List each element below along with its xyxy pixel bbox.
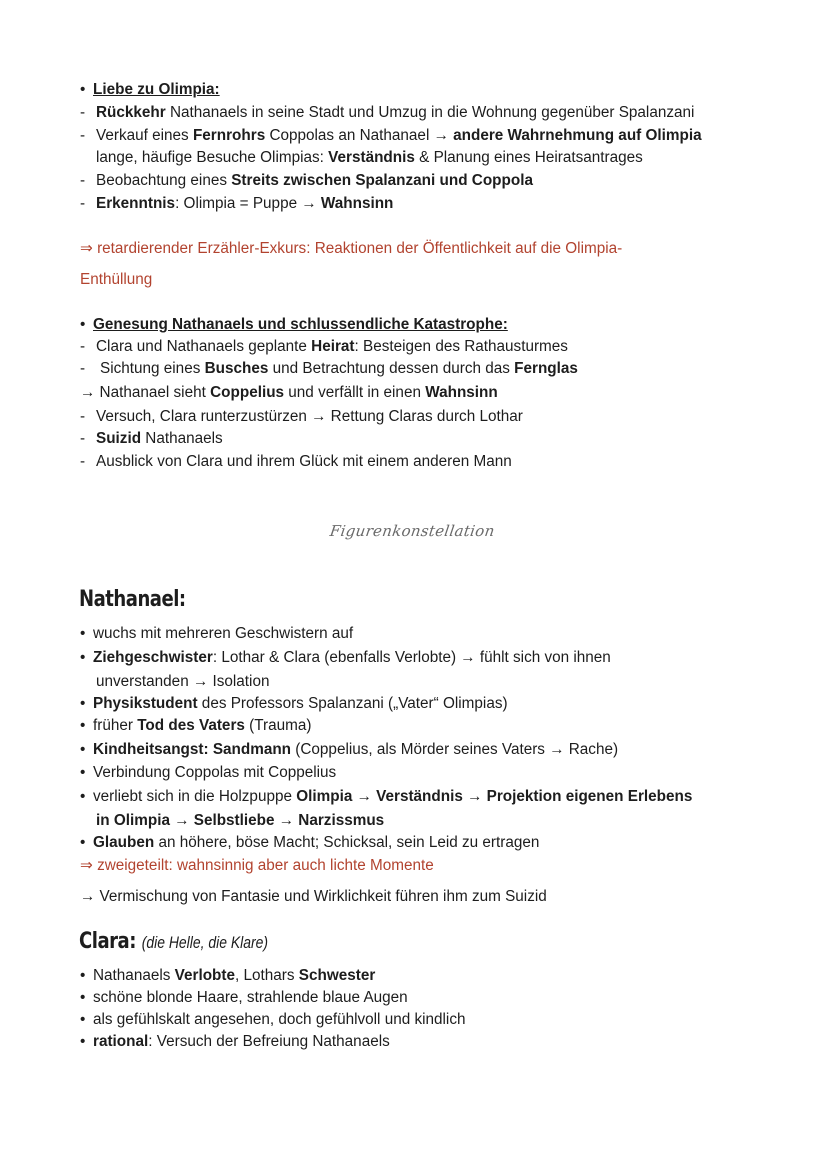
list-item-continuation: in Olimpia → Selbstliebe → Narzissmus xyxy=(96,812,385,829)
list-item: - Rückkehr Nathanaels in seine Stadt und Umzug in die Wohnung gegenüber Spalanzani xyxy=(80,104,695,121)
clara-subtitle: (die Helle, die Klare) xyxy=(141,933,269,952)
character-heading-clara: Clara: (die Helle, die Klare) xyxy=(79,929,269,954)
list-item: - Verkauf eines Fernrohrs Coppolas an Nathanael → andere Wahrnehmung auf Olimpia xyxy=(80,127,702,144)
narrator-note-continuation: Enthüllung xyxy=(80,271,153,288)
list-item: → Nathanael sieht Coppelius und verfällt in einen Wahnsinn xyxy=(80,384,498,401)
list-item: - Beobachtung eines Streits zwischen Spalanzani und Coppola xyxy=(80,172,533,189)
list-item-continuation: unverstanden → Isolation xyxy=(96,673,270,690)
list-item: • Nathanaels Verlobte, Lothars Schwester xyxy=(80,967,376,984)
list-item: • verliebt sich in die Holzpuppe Olimpia → Verständnis → Projektion eigenen Erlebens xyxy=(80,788,693,805)
section-title: Genesung Nathanaels und schlussendliche Katastrophe: xyxy=(93,316,508,333)
list-item: - Sichtung eines Busches und Betrachtung dessen durch das Fernglas xyxy=(80,360,578,377)
character-heading-nathanael: Nathanael: xyxy=(79,587,186,612)
list-item: - Erkenntnis: Olimpia = Puppe → Wahnsinn xyxy=(80,195,394,212)
list-item: - Ausblick von Clara und ihrem Glück mit einem anderen Mann xyxy=(80,453,512,470)
list-item: • Physikstudent des Professors Spalanzani („Vater“ Olimpias) xyxy=(80,695,508,712)
figure-constellation-heading: Figurenkonstellation xyxy=(328,522,496,540)
list-item: - Versuch, Clara runterzustürzen → Rettung Claras durch Lothar xyxy=(80,408,523,425)
list-item: • rational: Versuch der Befreiung Nathanaels xyxy=(80,1033,390,1050)
list-item: • früher Tod des Vaters (Trauma) xyxy=(80,717,312,734)
section-heading-liebe: • Liebe zu Olimpia: xyxy=(80,81,220,98)
red-note: ⇒ zweigeteilt: wahnsinnig aber auch lichte Momente xyxy=(80,857,434,874)
section-title: Liebe zu Olimpia: xyxy=(93,81,220,98)
list-item: • Glauben an höhere, böse Macht; Schicksal, sein Leid zu ertragen xyxy=(80,834,540,851)
list-item: • schöne blonde Haare, strahlende blaue Augen xyxy=(80,989,408,1006)
list-item: • Verbindung Coppolas mit Coppelius xyxy=(80,764,337,781)
list-item: • Ziehgeschwister: Lothar & Clara (ebenfalls Verlobte) → fühlt sich von ihnen xyxy=(80,649,611,666)
list-item: - Clara und Nathanaels geplante Heirat: Besteigen des Rathausturmes xyxy=(80,338,568,355)
list-item: • wuchs mit mehreren Geschwistern auf xyxy=(80,625,354,642)
list-item: • Kindheitsangst: Sandmann (Coppelius, als Mörder seines Vaters → Rache) xyxy=(80,741,619,758)
list-item-continuation: lange, häufige Besuche Olimpias: Verständnis & Planung eines Heiratsantrages xyxy=(96,149,643,166)
list-item: • als gefühlskalt angesehen, doch gefühlvoll und kindlich xyxy=(80,1011,466,1028)
narrator-note: ⇒ retardierender Erzähler-Exkurs: Reaktionen der Öffentlichkeit auf die Olimpia- xyxy=(80,240,623,257)
list-item: - Suizid Nathanaels xyxy=(80,430,223,447)
conclusion-line: → Vermischung von Fantasie und Wirklichkeit führen ihm zum Suizid xyxy=(80,888,547,905)
section-heading-genesung: • Genesung Nathanaels und schlussendliche Katastrophe: xyxy=(80,316,508,333)
